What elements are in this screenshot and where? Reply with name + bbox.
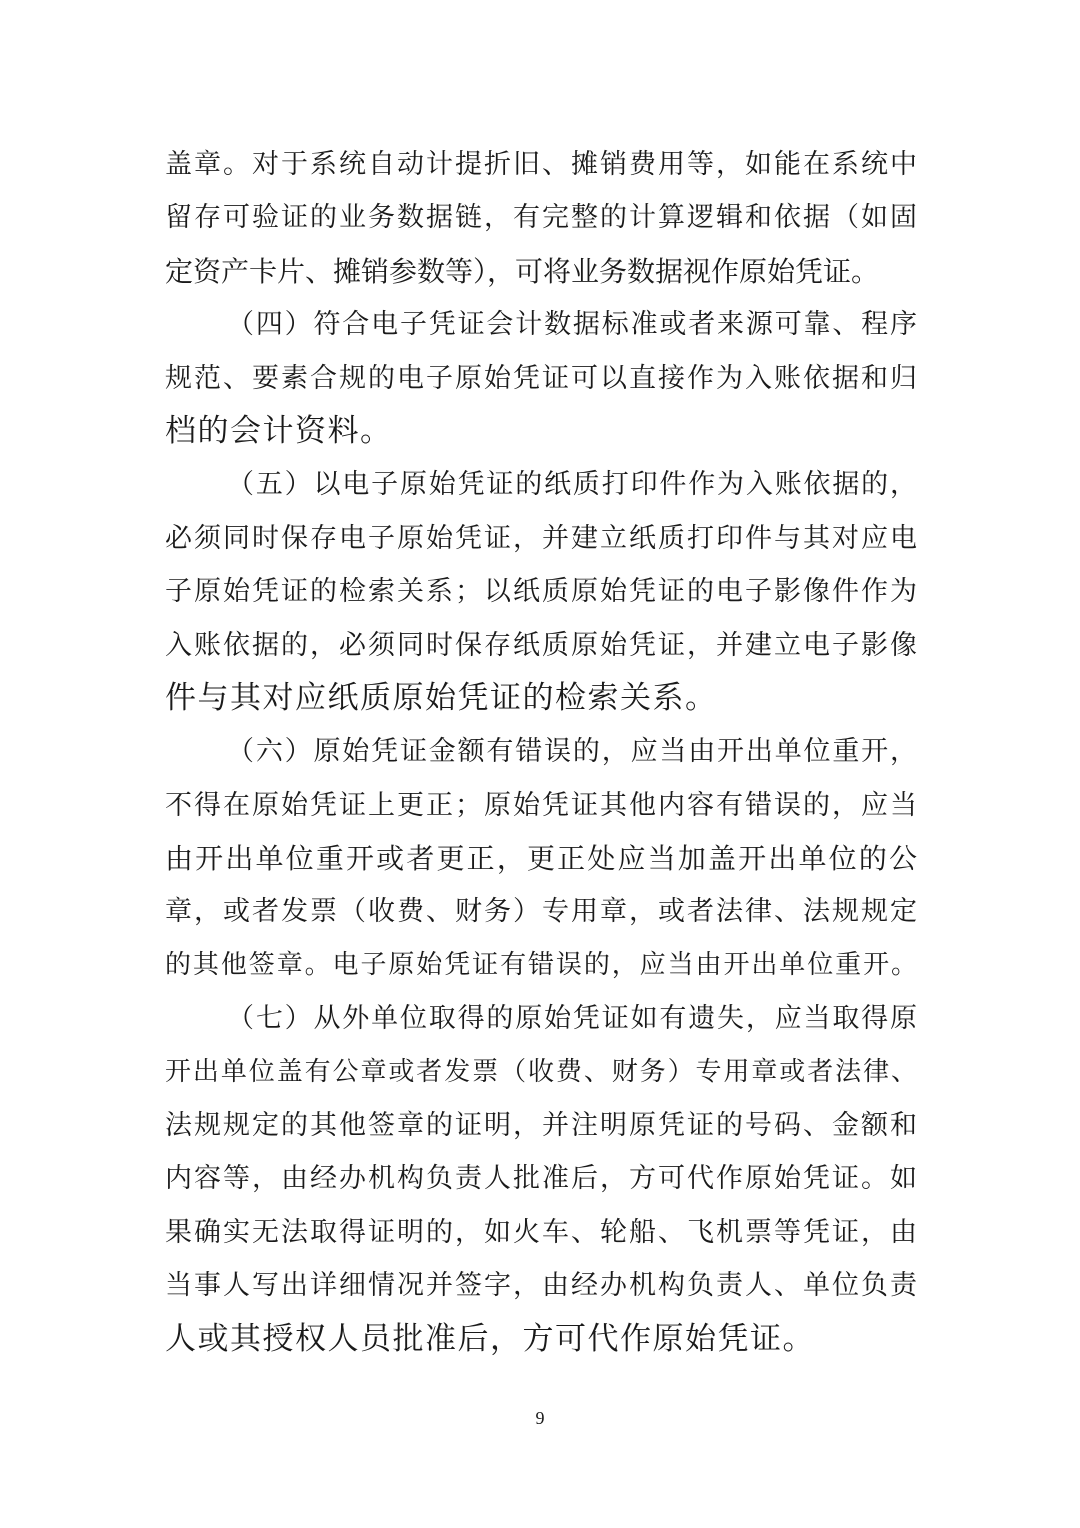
page-number: 9: [535, 1408, 545, 1428]
text-line-23: 人或其授权人员批准后，方可代作原始凭证。: [165, 1320, 815, 1357]
text-line-14: 由开出单位重开或者更正，更正处应当加盖开出单位的公: [165, 842, 917, 876]
text-line-16: 的其他签章。电子原始凭证有错误的，应当由开出单位重开。: [165, 949, 917, 980]
text-line-22: 当事人写出详细情况并签字，由经办机构负责人、单位负责: [165, 1270, 917, 1302]
text-line-18: 开出单位盖有公章或者发票（收费、财务）专用章或者法律、: [165, 1056, 917, 1087]
text-line-15: 章，或者发票（收费、财务）专用章，或者法律、法规规定: [165, 896, 917, 928]
text-line-6: 档的会计资料。: [165, 412, 393, 449]
text-line-13: 不得在原始凭证上更正；原始凭证其他内容有错误的，应当: [165, 789, 917, 821]
text-line-7: （五）以电子原始凭证的纸质打印件作为入账依据的，: [227, 469, 917, 501]
text-line-2: 留存可验证的业务数据链，有完整的计算逻辑和依据（如固: [165, 202, 917, 234]
text-line-1: 盖章。对于系统自动计提折旧、摊销费用等，如能在系统中: [165, 149, 917, 180]
text-line-3: 定资产卡片、摊销参数等），可将业务数据视作原始凭证。: [165, 254, 880, 288]
document-body: [165, 138, 917, 1366]
text-line-20: 内容等，由经办机构负责人批准后，方可代作原始凭证。如: [165, 1163, 917, 1195]
text-line-8: 必须同时保存电子原始凭证，并建立纸质打印件与其对应电: [165, 522, 917, 554]
text-line-21: 果确实无法取得证明的，如火车、轮船、飞机票等凭证，由: [165, 1216, 917, 1248]
text-line-17: （七）从外单位取得的原始凭证如有遗失，应当取得原: [227, 1003, 917, 1035]
text-line-9: 子原始凭证的检索关系；以纸质原始凭证的电子影像件作为: [165, 576, 917, 608]
text-line-4: （四）符合电子凭证会计数据标准或者来源可靠、程序: [227, 309, 917, 341]
text-line-12: （六）原始凭证金额有错误的，应当由开出单位重开，: [227, 736, 917, 768]
text-line-19: 法规规定的其他签章的证明，并注明原凭证的号码、金额和: [165, 1110, 917, 1142]
text-line-11: 件与其对应纸质原始凭证的检索关系。: [165, 679, 718, 716]
text-line-5: 规范、要素合规的电子原始凭证可以直接作为入账依据和归: [165, 362, 917, 394]
text-line-10: 入账依据的，必须同时保存纸质原始凭证，并建立电子影像: [165, 629, 917, 661]
